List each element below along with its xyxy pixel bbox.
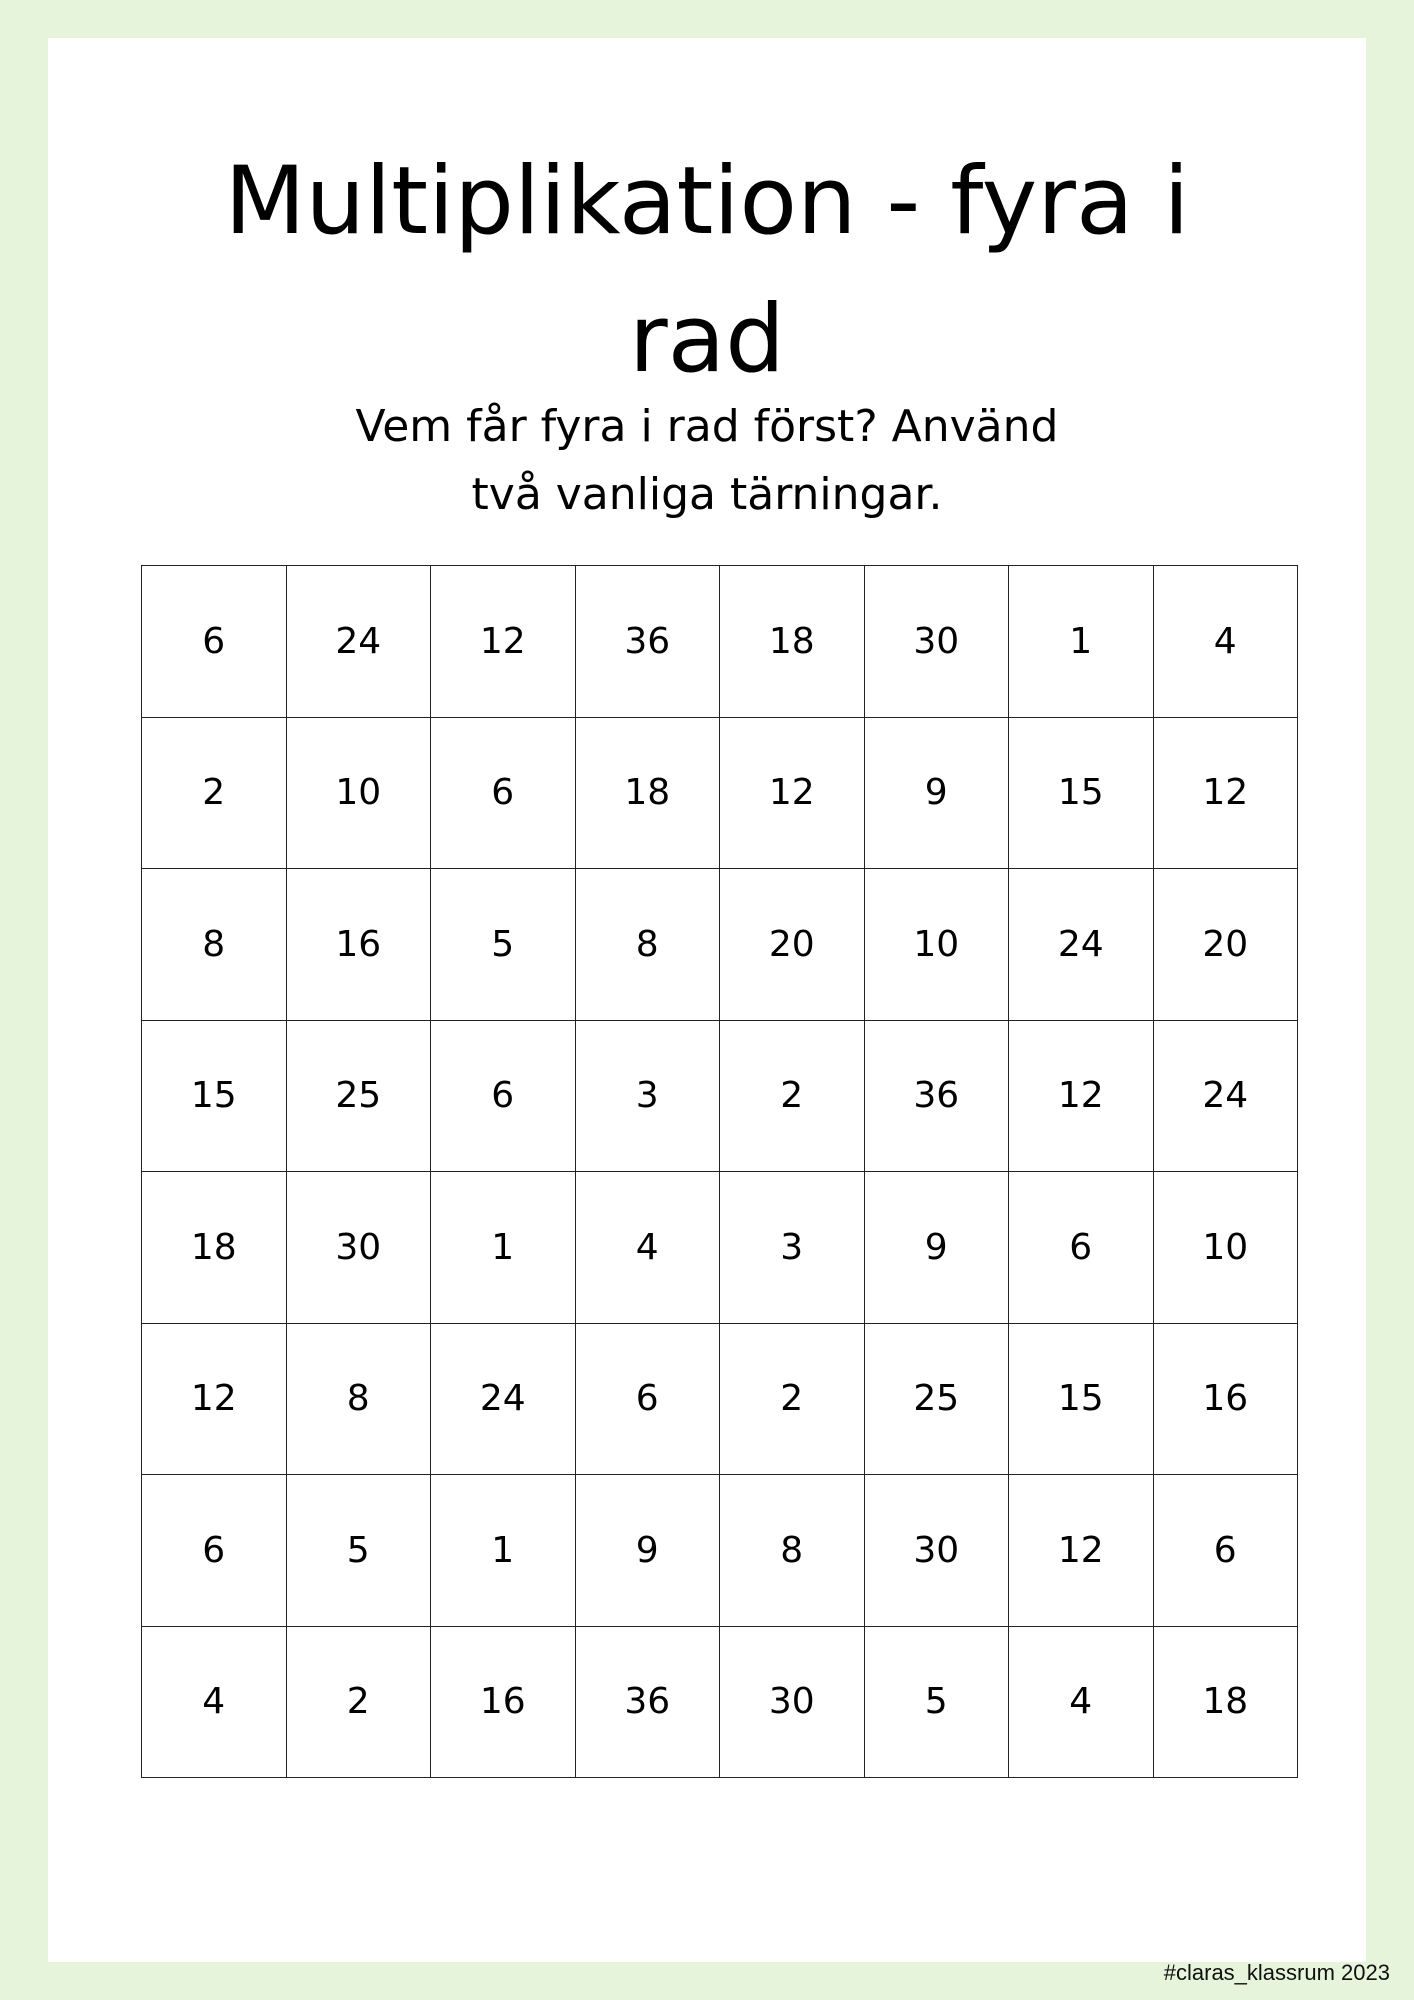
board-cell[interactable]: 6 [1153,1475,1298,1627]
board-row [142,1626,1298,1778]
board-cell[interactable]: 24 [1153,1020,1298,1172]
board-row [142,566,1298,718]
board-cell[interactable]: 2 [142,717,287,869]
board-cell[interactable]: 3 [720,1172,865,1324]
board-cell[interactable]: 4 [1009,1626,1154,1778]
board-cell[interactable]: 12 [431,566,576,718]
board-cell[interactable]: 10 [286,717,431,869]
board-cell[interactable]: 16 [1153,1323,1298,1475]
board-cell[interactable]: 6 [575,1323,720,1475]
board-cell[interactable]: 2 [286,1626,431,1778]
worksheet [48,38,1366,1962]
board-cell[interactable]: 16 [431,1626,576,1778]
footer-credit: #claras_klassrum 2023 [1163,1960,1390,1985]
board-row [142,1475,1298,1627]
title-line-2: rad [629,285,785,394]
board-cell[interactable]: 8 [286,1323,431,1475]
board-cell[interactable]: 30 [720,1626,865,1778]
board-cell[interactable]: 10 [1153,1172,1298,1324]
board-cell[interactable]: 20 [720,869,865,1021]
board-cell[interactable]: 18 [575,717,720,869]
board-cell[interactable]: 25 [286,1020,431,1172]
board-cell[interactable]: 36 [575,566,720,718]
board-cell[interactable]: 12 [142,1323,287,1475]
board-cell[interactable]: 9 [864,717,1009,869]
board-cell[interactable]: 4 [142,1626,287,1778]
board-row [142,717,1298,869]
board-cell[interactable]: 4 [575,1172,720,1324]
board-cell[interactable]: 5 [431,869,576,1021]
board-cell[interactable]: 30 [864,566,1009,718]
board-cell[interactable]: 24 [1009,869,1154,1021]
board-cell[interactable]: 1 [431,1172,576,1324]
board-cell[interactable]: 25 [864,1323,1009,1475]
board-cell[interactable]: 5 [864,1626,1009,1778]
board-cell[interactable]: 12 [720,717,865,869]
board-cell[interactable]: 18 [720,566,865,718]
board-cell[interactable]: 5 [286,1475,431,1627]
board-cell[interactable]: 36 [575,1626,720,1778]
board-cell[interactable]: 12 [1009,1020,1154,1172]
board-cell[interactable]: 4 [1153,566,1298,718]
board-cell[interactable]: 24 [431,1323,576,1475]
page-title [48,133,1366,409]
board-cell[interactable]: 1 [431,1475,576,1627]
board-cell[interactable]: 6 [142,566,287,718]
board-cell[interactable]: 12 [1153,717,1298,869]
board-row [142,1172,1298,1324]
board-cell[interactable]: 12 [1009,1475,1154,1627]
board-cell[interactable]: 15 [142,1020,287,1172]
board-cell[interactable]: 24 [286,566,431,718]
instructions [48,393,1366,529]
board-cell[interactable]: 30 [286,1172,431,1324]
board-row [142,1323,1298,1475]
board-row [142,869,1298,1021]
instructions-line-2: två vanliga tärningar. [471,469,943,520]
board-cell[interactable]: 15 [1009,717,1154,869]
board-cell[interactable]: 30 [864,1475,1009,1627]
board-cell[interactable]: 9 [575,1475,720,1627]
board-cell[interactable]: 6 [142,1475,287,1627]
board-cell[interactable]: 2 [720,1020,865,1172]
board-cell[interactable]: 8 [720,1475,865,1627]
board-cell[interactable]: 8 [142,869,287,1021]
board-cell[interactable]: 9 [864,1172,1009,1324]
board-cell[interactable]: 10 [864,869,1009,1021]
board-row [142,1020,1298,1172]
board-cell[interactable]: 16 [286,869,431,1021]
board-cell[interactable]: 1 [1009,566,1154,718]
board-cell[interactable]: 18 [1153,1626,1298,1778]
board-cell[interactable]: 8 [575,869,720,1021]
board-cell[interactable]: 6 [431,717,576,869]
board-cell[interactable]: 20 [1153,869,1298,1021]
game-board [141,565,1298,1778]
board-cell[interactable]: 3 [575,1020,720,1172]
board-cell[interactable]: 18 [142,1172,287,1324]
instructions-line-1: Vem får fyra i rad först? Använd [355,401,1059,452]
board-cell[interactable]: 15 [1009,1323,1154,1475]
board-cell[interactable]: 6 [431,1020,576,1172]
title-line-1: Multiplikation - fyra i [224,147,1190,256]
board-cell[interactable]: 6 [1009,1172,1154,1324]
board-cell[interactable]: 36 [864,1020,1009,1172]
board-cell[interactable]: 2 [720,1323,865,1475]
